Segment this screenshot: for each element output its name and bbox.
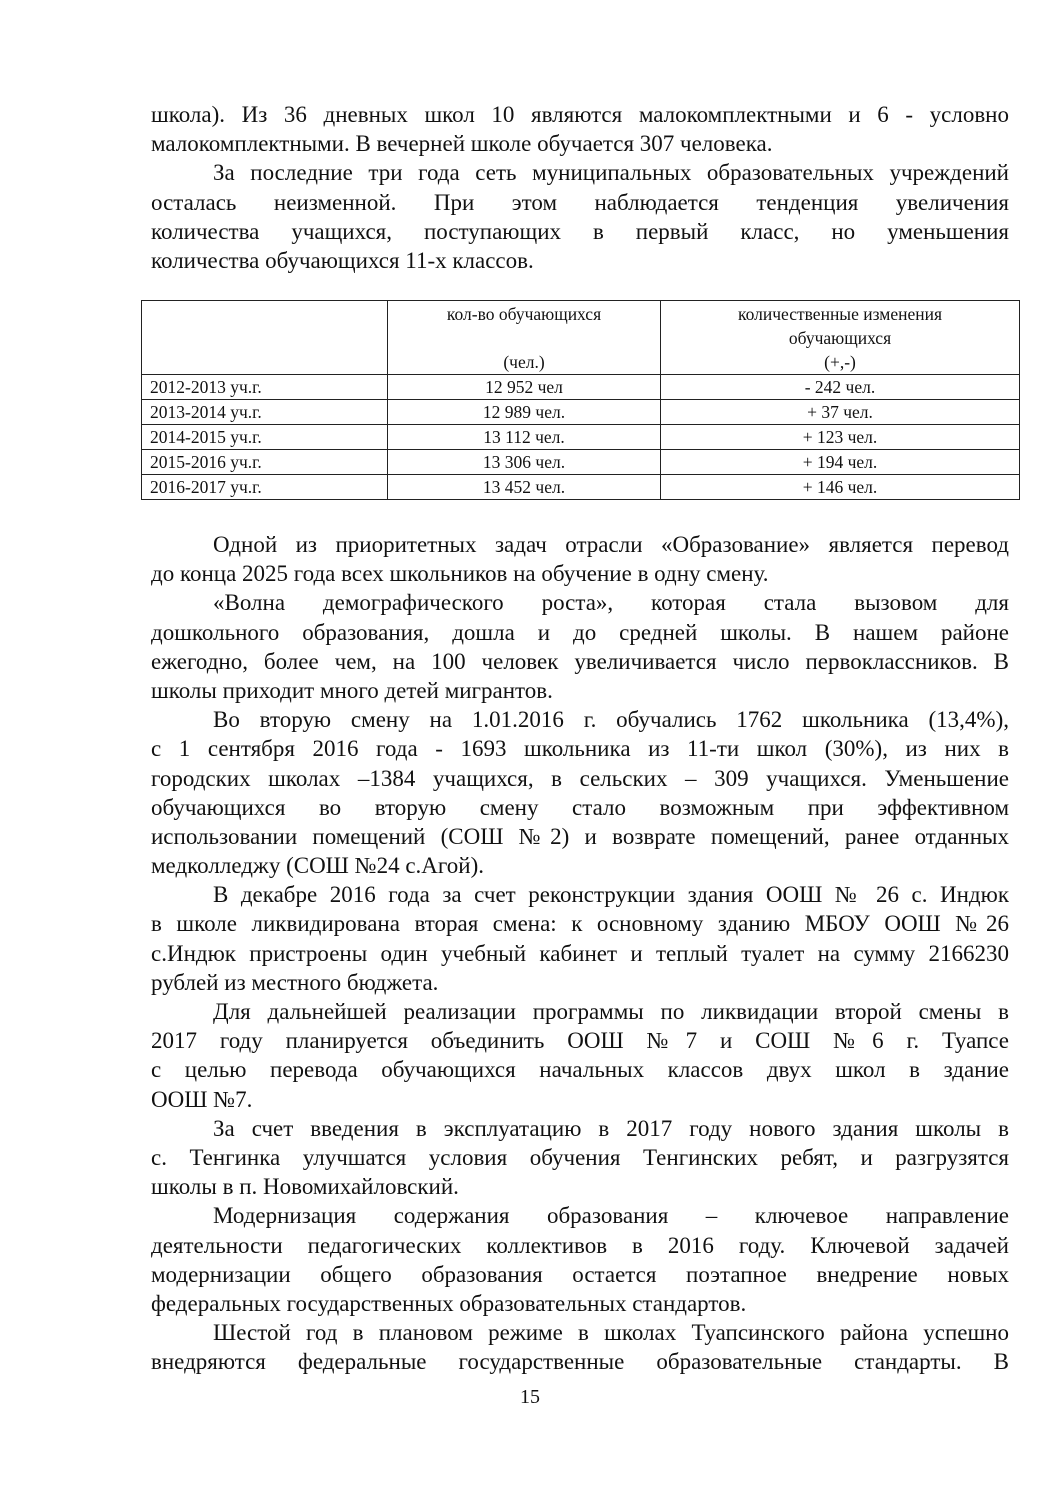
text-line: с. Тенгинка улучшатся условия обучения Тенгинских ребят, и разгрузятся [151,1144,1009,1170]
text-line: осталась неизменной. При этом наблюдается тенденция увеличения [151,189,1009,215]
table-row [142,475,1020,500]
table-row [142,400,1020,425]
header-change-line-1: количественные изменения [738,304,942,324]
text-line: рублей из местного бюджета. [151,969,439,995]
text-line: деятельности педагогических коллективов в 2016 году. Ключевой задачей [151,1232,1009,1258]
intro-paragraphs [151,100,1009,275]
table-row [142,375,1020,400]
text-line: с целью перевода обучающихся начальных классов двух школ в здание [151,1057,1009,1083]
change-cell: - 242 чел. [661,375,1020,400]
text-line: городских школах –1384 учащихся, в сельских – 309 учащихся. Уменьшение [151,765,1009,791]
text-line: школы в п. Новомихайловский. [151,1174,459,1200]
text-line: количества обучающихся 11-х классов. [151,247,534,273]
text-line: с 1 сентября 2016 года - 1693 школьника из 11-ти школ (30%), из них в [151,736,1009,762]
change-cell: + 146 чел. [661,475,1020,500]
change-cell: + 123 чел. [661,425,1020,450]
text-line: В декабре 2016 года за счет реконструкции здания ООШ № 26 с. Индюк [213,882,1009,908]
page-number: 15 [520,1386,540,1408]
text-line: Модернизация содержания образования – ключевое направление [213,1203,1009,1229]
text-line: Во вторую смену на 1.01.2016 г. обучались 1762 школьника (13,4%), [213,707,1009,733]
text-line: в школе ликвидирована вторая смена: к основному зданию МБОУ ООШ №26 [151,911,1009,937]
header-change-line-2: обучающихся [788,328,892,348]
text-line: Для дальнейшей реализации программы по ликвидации второй смены в [213,999,1009,1024]
year-cell: 2015-2016 уч.г. [142,450,388,475]
text-line: использовании помещений (СОШ №2) и возврате помещений, ранее отданных [151,823,1009,849]
text-line: малокомплектными. В вечерней школе обучается 307 человека. [151,131,773,157]
text-line: 2017 году планируется объединить ООШ №7 и СОШ №6 г. Туапсе [151,1028,1009,1054]
table-row [142,425,1020,450]
text-line: Шестой год в плановом режиме в школах Туапсинского района успешно [213,1320,1009,1346]
count-cell: 13 112 чел. [388,425,661,450]
header-count-line-3: (чел.) [503,352,545,372]
header-change [661,301,1020,375]
header-cell-empty [142,301,388,375]
body-paragraphs [151,530,1009,1376]
text-line: с.Индюк пристроены один учебный кабинет и теплый туалет на сумму 2166230 [151,940,1009,966]
text-line: федеральных государственных образовательных стандартов. [151,1290,747,1316]
change-cell: + 37 чел. [661,400,1020,425]
text-line: За счет введения в эксплуатацию в 2017 году нового здания школы в [213,1115,1009,1141]
change-cell: + 194 чел. [661,450,1020,475]
text-line: модернизации общего образования остается поэтапное внедрение новых [151,1261,1009,1287]
count-cell: 12 952 чел [388,375,661,400]
header-count [388,301,661,375]
text-line: обучающихся во вторую смену стало возможным при эффективном [151,794,1009,820]
text-line: «Волна демографического роста», которая стала вызовом для [213,590,1009,616]
text-line: школа). Из 36 дневных школ 10 являются малокомплектными и 6 - условно [151,102,1009,127]
text-line: медколледжу (СОШ №24 с.Агой). [151,853,484,879]
text-line: ООШ №7. [151,1086,253,1112]
text-line: внедряются федеральные государственные образовательные стандарты. В [151,1349,1009,1375]
text-line: ежегодно, более чем, на 100 человек увеличивается число первоклассников. В [151,648,1009,674]
year-cell: 2013-2014 уч.г. [142,400,388,425]
text-line: дошкольного образования, дошла и до средней школы. В нашем районе [151,619,1009,645]
text-line: до конца 2025 года всех школьников на обучение в одну смену. [151,561,769,587]
students-table [141,300,1020,500]
text-line: За последние три года сеть муниципальных образовательных учреждений [213,160,1009,186]
text-line: количества учащихся, поступающих в первый класс, но уменьшения [151,218,1009,244]
count-cell: 12 989 чел. [388,400,661,425]
year-cell: 2016-2017 уч.г. [142,475,388,500]
text-line: Одной из приоритетных задач отрасли «Образование» является перевод [213,532,1009,557]
count-cell: 13 306 чел. [388,450,661,475]
header-count-line-2 [394,326,654,350]
table-header-row [142,301,1020,375]
table-row [142,450,1020,475]
header-change-line-3: (+,-) [824,352,856,372]
count-cell: 13 452 чел. [388,475,661,500]
text-line: школы приходит много детей мигрантов. [151,677,553,703]
header-count-line-1: кол-во обучающихся [446,304,602,324]
year-cell: 2014-2015 уч.г. [142,425,388,450]
year-cell: 2012-2013 уч.г. [142,375,388,400]
